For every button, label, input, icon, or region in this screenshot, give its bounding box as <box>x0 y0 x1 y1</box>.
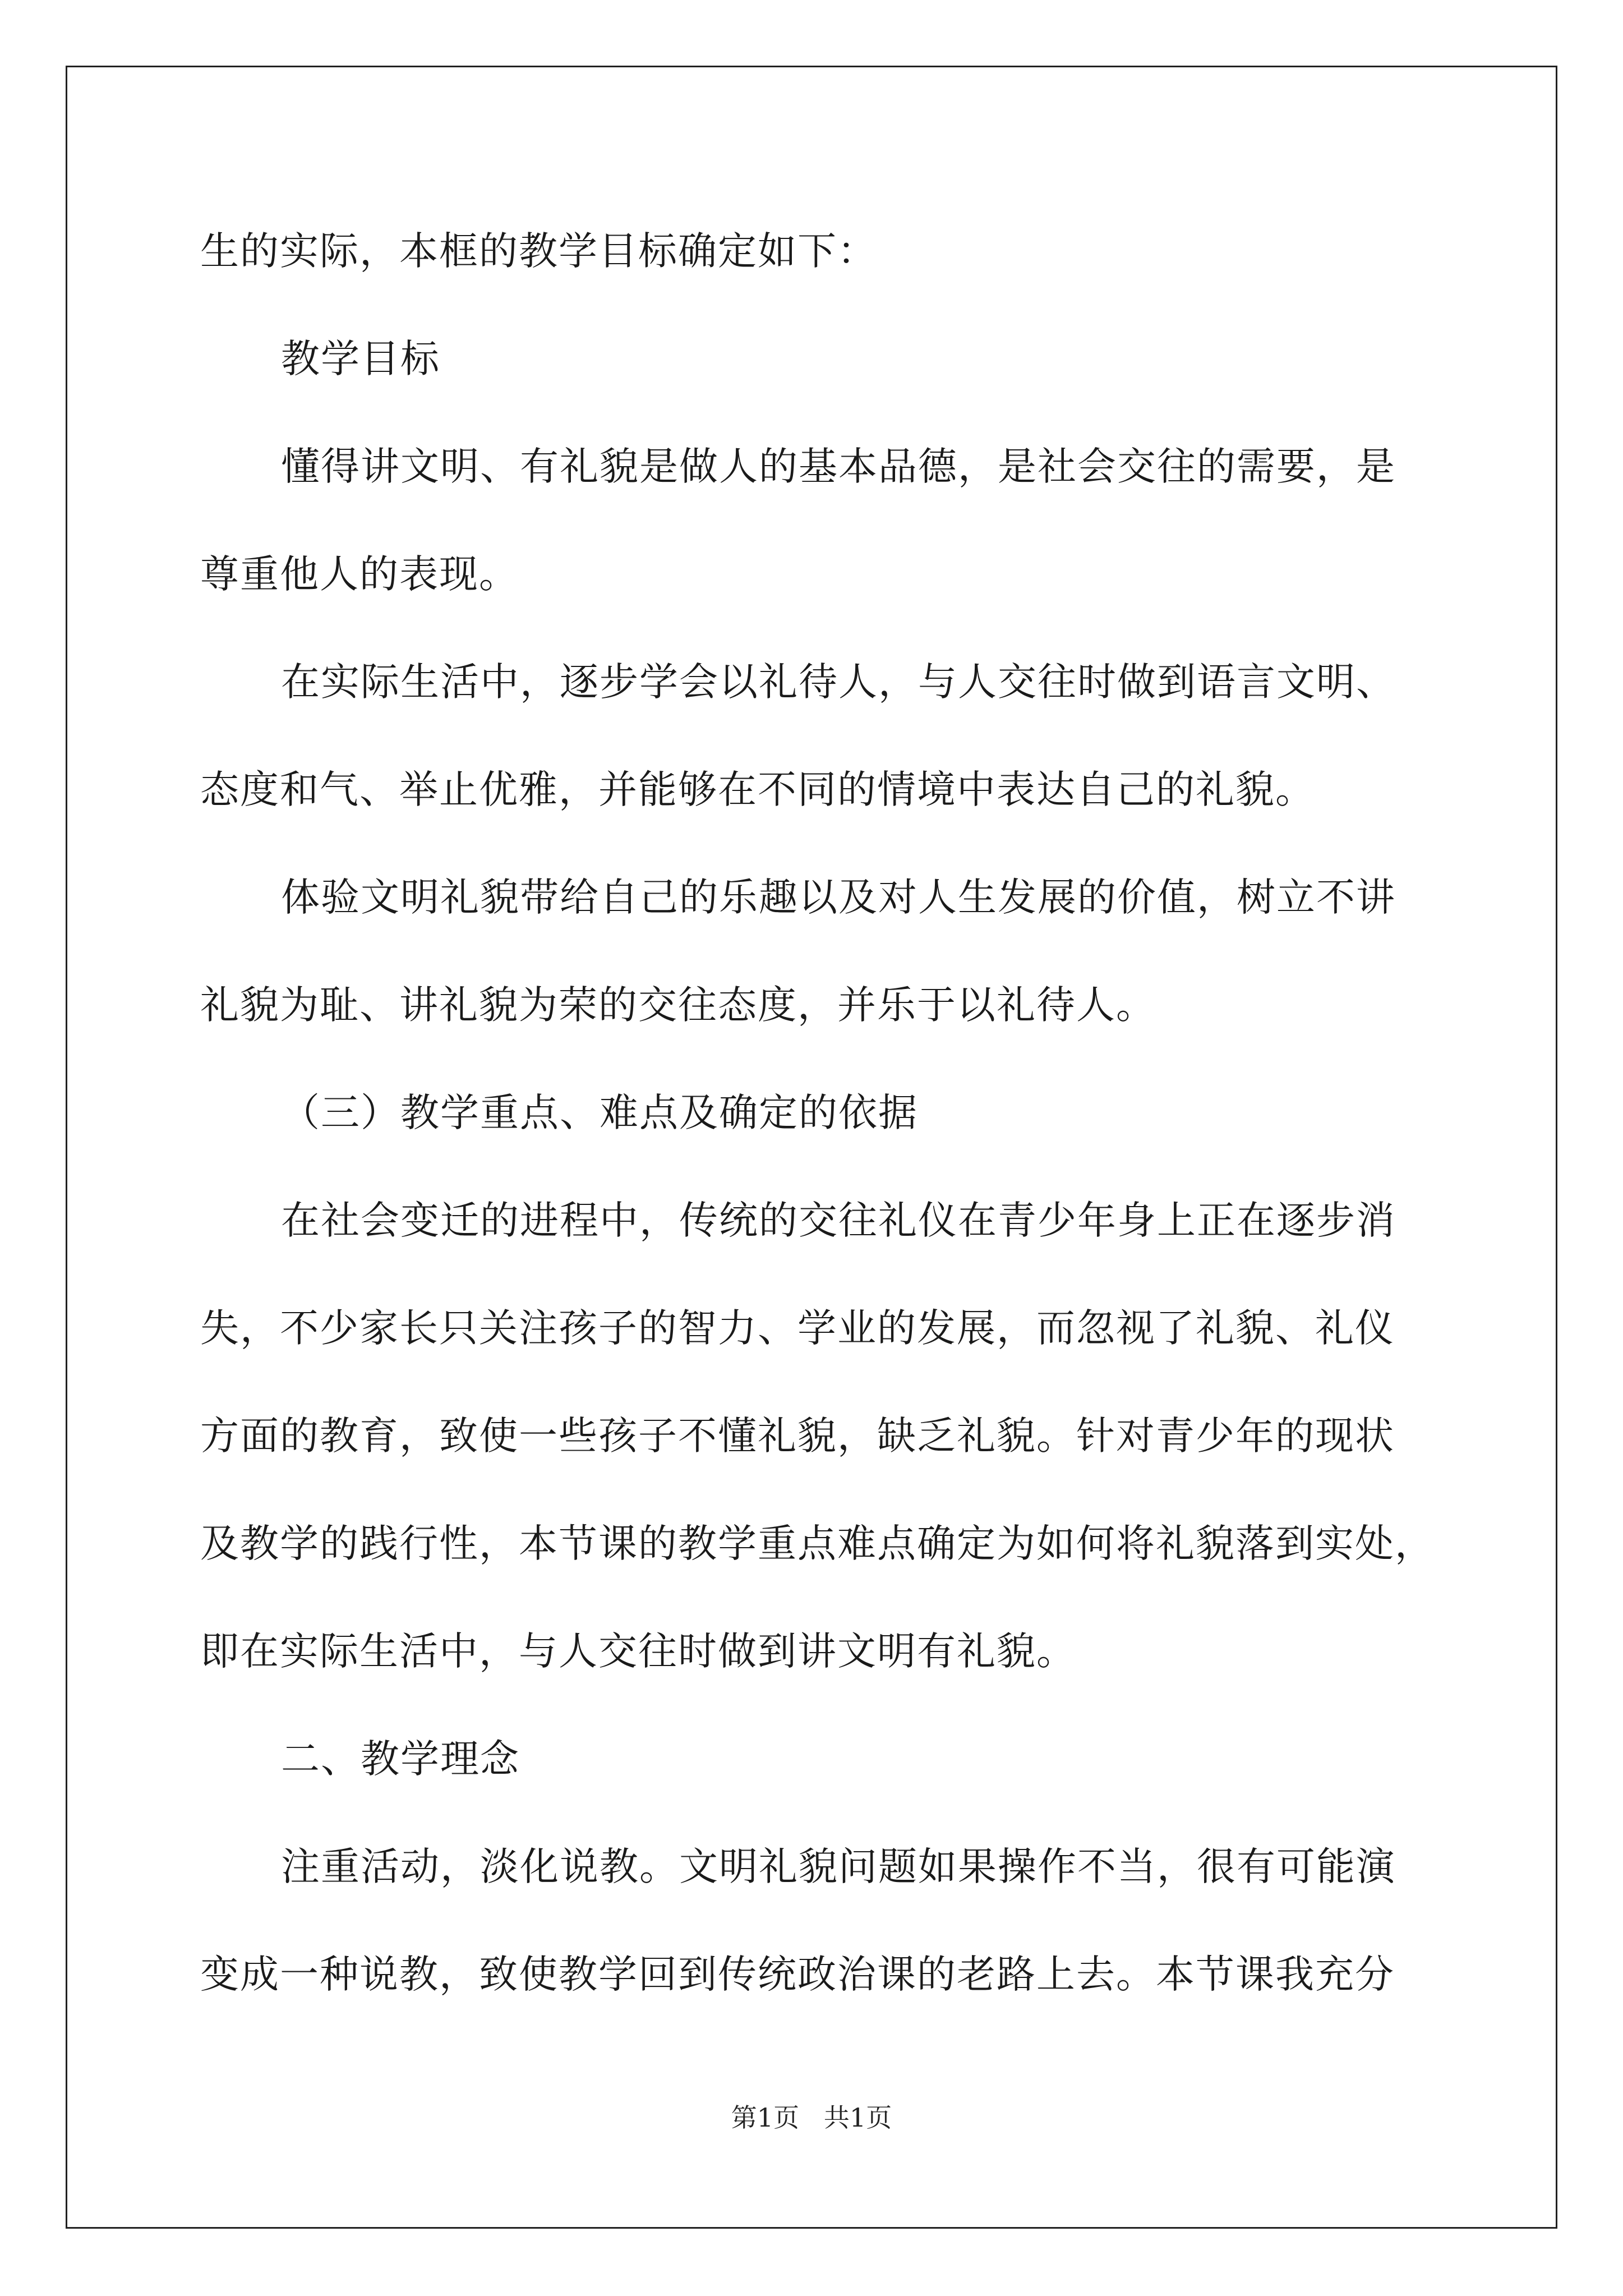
section-heading: 二、教学理念 <box>281 1737 520 1782</box>
text-line: 方面的教育，致使一些孩子不懂礼貌，缺乏礼貌。针对青少年的现状 <box>200 1414 1395 1458</box>
text-line: 尊重他人的表现。 <box>200 552 519 597</box>
text-line: 变成一种说教，致使教学回到传统政治课的老路上去。本节课我充分 <box>200 1952 1395 1997</box>
text-line: 在实际生活中，逐步学会以礼待人，与人交往时做到语言文明、 <box>281 660 1396 705</box>
text-line: 生的实际，本框的教学目标确定如下： <box>200 229 877 274</box>
text-line: 体验文明礼貌带给自己的乐趣以及对人生发展的价值，树立不讲 <box>281 875 1396 920</box>
page-number: 第1页 共1页 <box>731 2102 892 2133</box>
text-line: 礼貌为耻、讲礼貌为荣的交往态度，并乐于以礼待人。 <box>200 983 1156 1028</box>
text-line: 在社会变迁的进程中，传统的交往礼仪在青少年身上正在逐步消 <box>281 1198 1396 1243</box>
text-line: 懂得讲文明、有礼貌是做人的基本品德，是社会交往的需要，是 <box>281 444 1396 489</box>
section-heading: （三）教学重点、难点及确定的依据 <box>281 1091 918 1135</box>
section-heading: 教学目标 <box>281 337 440 381</box>
text-line: 态度和气、举止优雅，并能够在不同的情境中表达自己的礼貌。 <box>200 767 1315 812</box>
text-line: 及教学的践行性，本节课的教学重点难点确定为如何将礼貌落到实处， <box>200 1521 1435 1566</box>
text-line: 即在实际生活中，与人交往时做到讲文明有礼貌。 <box>200 1629 1076 1674</box>
text-line: 注重活动，淡化说教。文明礼貌问题如果操作不当，很有可能演 <box>281 1844 1396 1889</box>
text-line: 失，不少家长只关注孩子的智力、学业的发展，而忽视了礼貌、礼仪 <box>200 1306 1395 1351</box>
